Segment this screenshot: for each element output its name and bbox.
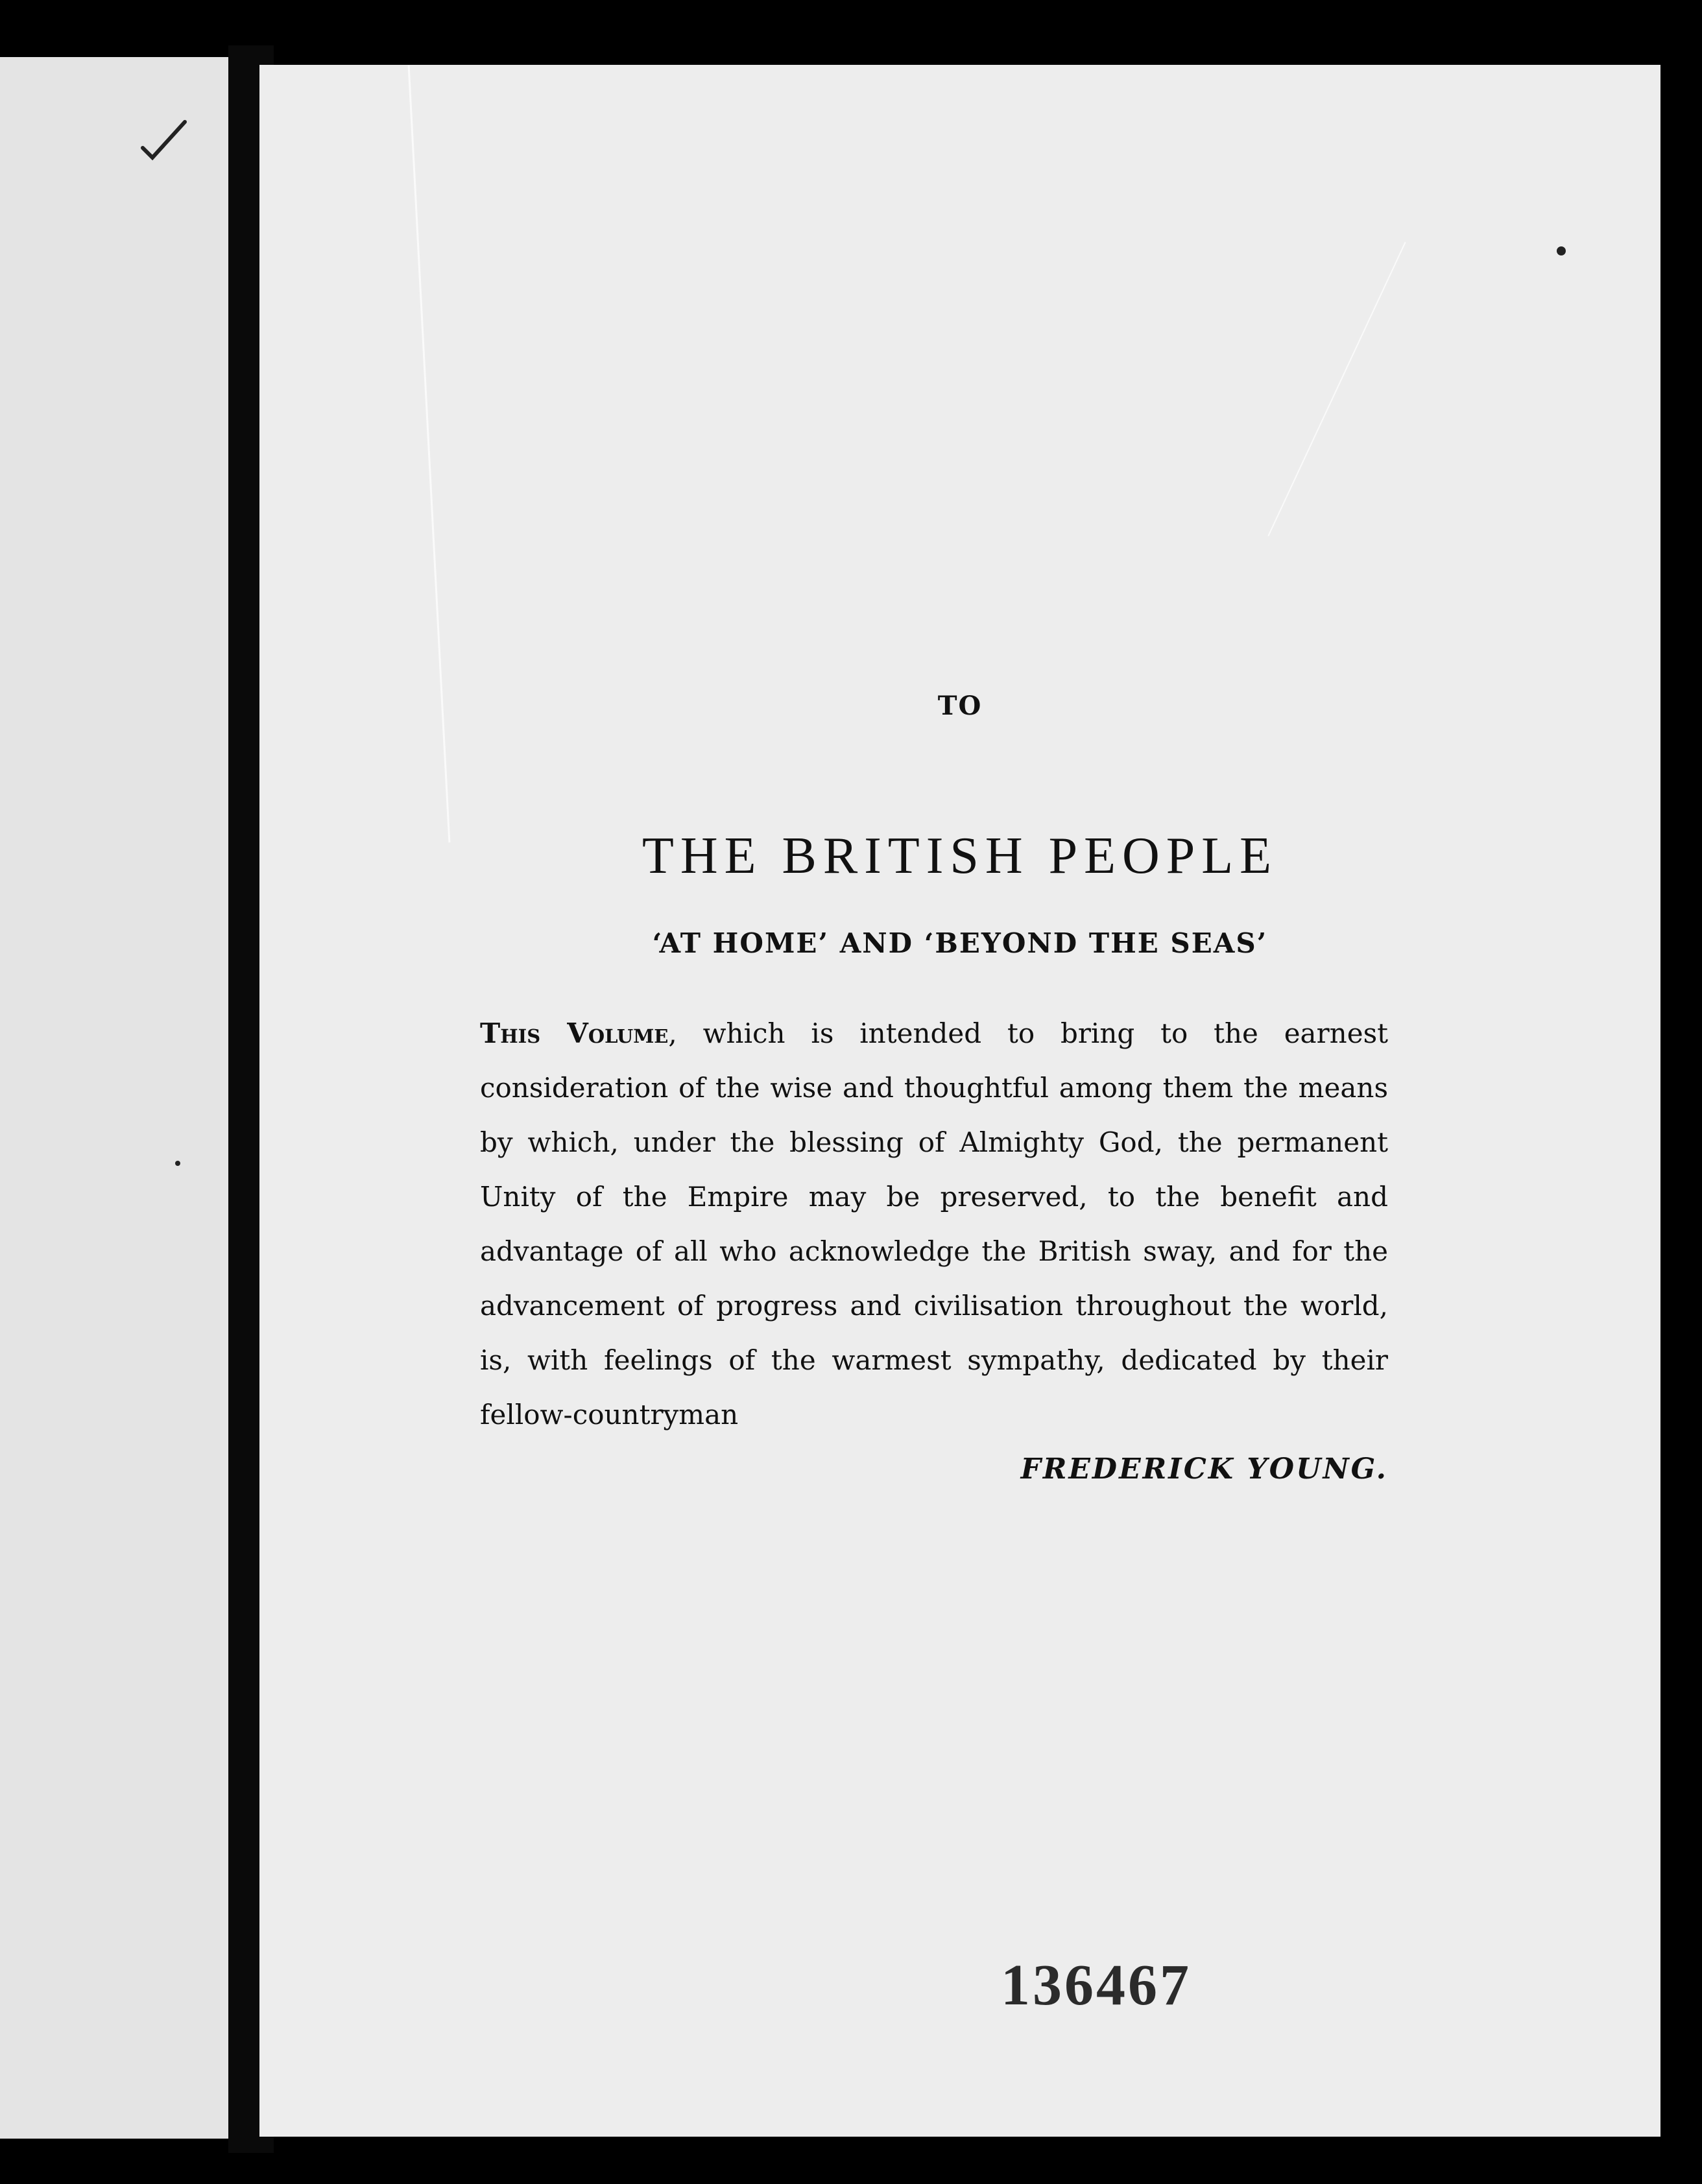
- scan-scratch: [408, 65, 451, 843]
- left-page: [0, 57, 232, 2139]
- dedication-title: THE BRITISH PEOPLE: [642, 827, 1278, 884]
- scan-scratch: [1267, 242, 1406, 536]
- author-signature: FREDERICK YOUNG.: [1020, 1453, 1388, 1486]
- dedication-to: TO: [937, 691, 983, 721]
- dedication-page: [259, 65, 1660, 2137]
- dedication-opening: This Volume: [480, 1017, 669, 1049]
- dedication-body: , which is intended to bring to the earnest consideration of the wise and thoughtful among them the means by which, under the blessing of Almighty God, the permanent Unity of the Empire may be preserved, to the benefit and advantage of all who acknowledge the British sway, and for the advancement of progress and civilisation throughout the world, is, with feelings of the warmest sympathy, dedicated by their fellow-countryman: [480, 1017, 1389, 1430]
- check-mark-icon: [136, 115, 195, 174]
- scan-speck: [1557, 246, 1566, 255]
- dedication-subtitle: ‘AT HOME’ AND ‘BEYOND THE SEAS’: [652, 927, 1268, 959]
- accession-stamp: 136467: [1001, 1953, 1192, 2017]
- dedication-text: [480, 1006, 1388, 1442]
- scan-speck: [175, 1161, 180, 1166]
